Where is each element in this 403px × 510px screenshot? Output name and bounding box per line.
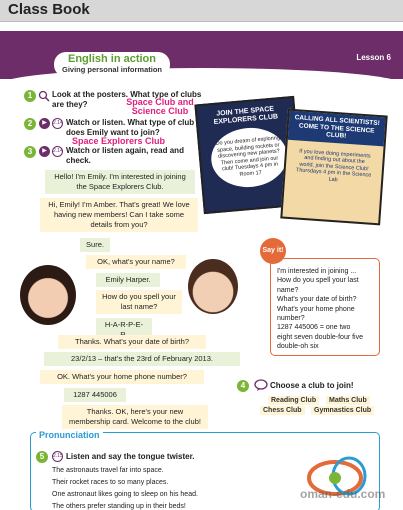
banner-subtitle: Giving personal information xyxy=(61,65,162,74)
tongue-twister-line: The astronauts travel far into space. xyxy=(52,467,164,474)
speech-bubble: 1287 445006 xyxy=(64,388,126,402)
say-it-line: name? xyxy=(277,286,299,294)
club-option[interactable]: Reading Club xyxy=(268,396,319,405)
pronunciation-label: Pronunciation xyxy=(36,430,103,440)
emily-photo xyxy=(20,265,76,325)
banner-title: English in action xyxy=(67,53,156,65)
speech-bubble: How do you spell your last name? xyxy=(96,290,182,314)
science-club-poster xyxy=(280,109,387,226)
tongue-twister-line: Their rocket races to so many places. xyxy=(52,479,169,486)
say-it-box xyxy=(270,258,380,356)
club-option[interactable]: Gymnastics Club xyxy=(311,406,374,415)
speech-icon xyxy=(254,378,268,390)
task-number: 4 xyxy=(237,380,249,392)
task-instruction: Choose a club to join! xyxy=(270,381,354,390)
task-number: 1 xyxy=(24,90,36,102)
handwritten-answer: Space Explorers Club xyxy=(72,136,166,146)
speech-bubble: Hi, Emily! I'm Amber. That's great! We love having new members! Can I take some details from you? xyxy=(40,198,198,232)
task-number: 2 xyxy=(24,118,36,130)
speech-bubble: Sure. xyxy=(80,238,110,252)
poster-title: JOIN THE SPACE EXPLORERS CLUB xyxy=(213,105,279,126)
speech-bubble: Thanks. What's your date of birth? xyxy=(58,335,206,349)
say-it-badge: Say it! xyxy=(260,238,286,264)
play-icon[interactable]: ▶ xyxy=(39,146,50,157)
watermark: oman-edu.com xyxy=(300,487,386,501)
club-option[interactable]: Chess Club xyxy=(260,406,305,415)
speech-bubble: Thanks. OK, here's your new membership card. Welcome to the club! xyxy=(62,405,208,429)
page-title: Class Book xyxy=(8,1,90,18)
magnifier-icon xyxy=(38,89,50,101)
club-option[interactable]: Maths Club xyxy=(326,396,370,405)
task-instruction: Watch or listen. What type of club does Emily want to join? xyxy=(66,118,195,137)
say-it-line: 1287 445006 = one two xyxy=(277,324,351,332)
amber-photo xyxy=(188,259,238,314)
say-it-line: What's your home phone xyxy=(277,305,355,313)
poster-body: Do you dream of exploring space, building rockets or discovering new planets? Then come and join our club! Tuesdays 4 pm in Room 17 xyxy=(209,125,290,190)
task-instruction: Listen and say the tongue twister. xyxy=(66,452,195,461)
task-number: 3 xyxy=(24,146,36,158)
tongue-twister-line: One astronaut likes going to sleep on his head. xyxy=(52,491,198,498)
say-it-line: double-oh six xyxy=(277,343,319,351)
lesson-label: Lesson 6 xyxy=(356,53,391,62)
banner-pill xyxy=(54,52,170,77)
task-instruction: Watch or listen again, read and check. xyxy=(66,146,184,165)
speech-bubble: 23/2/13 – that's the 23rd of February 2013. xyxy=(44,352,240,366)
task-instruction: Look at the posters. What type of clubs are they? xyxy=(52,90,202,109)
task-number: 5 xyxy=(36,451,48,463)
tongue-twister-line: The others prefer standing up in their beds! xyxy=(52,503,186,510)
say-it-line: What's your date of birth? xyxy=(277,296,357,304)
audio-track-icon[interactable]: 2.15 xyxy=(52,451,63,462)
audio-track-icon[interactable]: 2.14 xyxy=(52,146,63,157)
speech-bubble: OK. What's your home phone number? xyxy=(40,370,204,384)
say-it-line: number? xyxy=(277,315,305,323)
poster-body: If you love doing experiments and finding out about the world, join the Science Club! Thursdays 4 pm in the Science Lab xyxy=(295,148,372,183)
speech-bubble: H-A-R-P-E- xyxy=(96,318,152,342)
speech-bubble: Emily Harper. xyxy=(96,273,160,287)
say-it-line: eight seven double-four five xyxy=(277,333,363,341)
handwritten-answer: Space Club and Science Club xyxy=(126,97,194,116)
speech-bubble: Hello! I'm Emily. I'm interested in joining the Space Explorers Club. xyxy=(45,170,195,194)
say-it-line: How do you spell your last xyxy=(277,277,359,285)
speech-bubble: OK, what's your name? xyxy=(86,255,186,269)
say-it-line: I'm interested in joining ... xyxy=(277,268,357,275)
play-icon[interactable]: ▶ xyxy=(39,118,50,129)
poster-title: CALLING ALL SCIENTISTS! COME TO THE SCIENCE CLUB! xyxy=(288,111,386,146)
audio-track-icon[interactable]: 2.14 xyxy=(52,118,63,129)
